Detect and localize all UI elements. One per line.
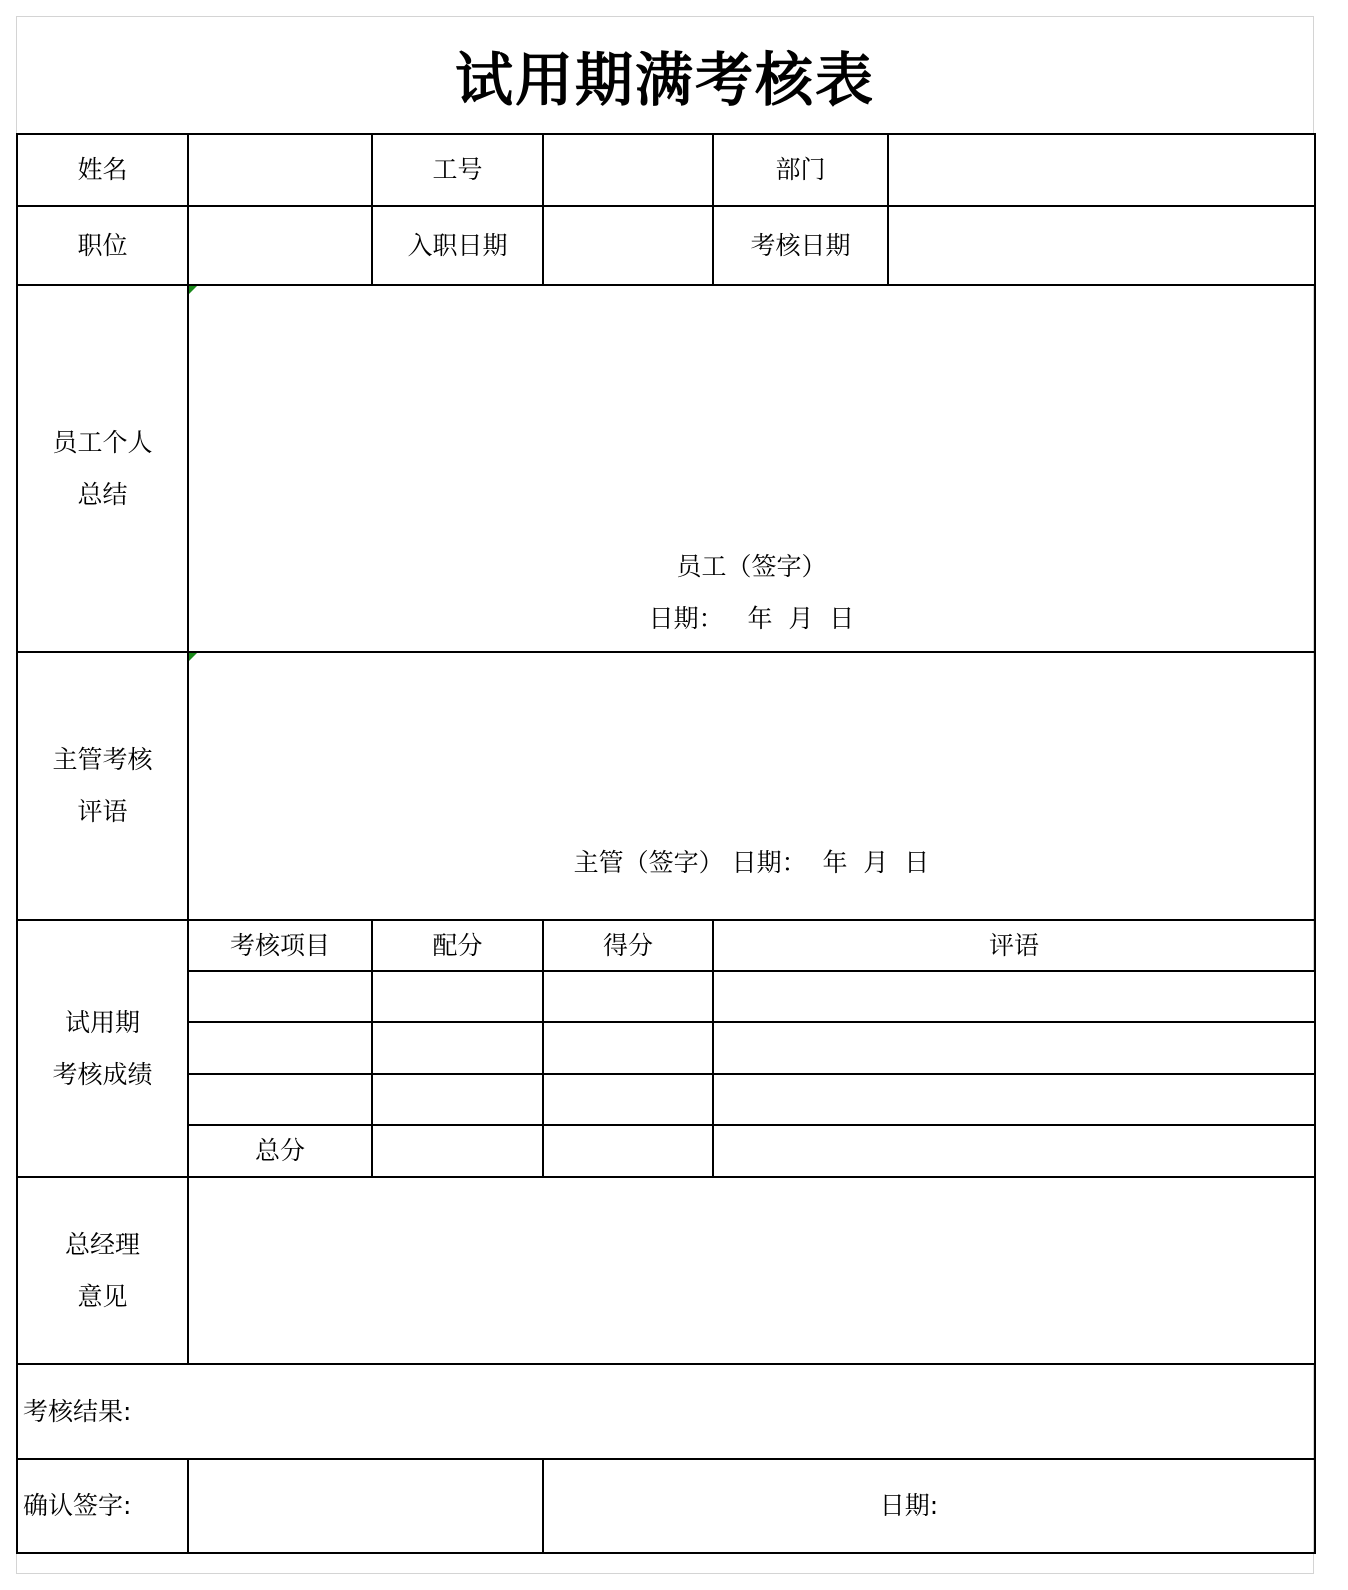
employee-summary-label (17, 285, 188, 652)
appraisal-form (16, 133, 1316, 1554)
supervisor-signature-block (189, 837, 1314, 889)
result-row (17, 1364, 1315, 1459)
score-total-comment-cell[interactable] (713, 1125, 1315, 1177)
probation-score-label-line2: 考核成绩 (52, 1059, 153, 1089)
position-field[interactable] (188, 206, 372, 285)
department-field[interactable] (888, 134, 1315, 206)
confirm-sign-field[interactable] (188, 1459, 543, 1553)
score-total-label: 总分 (188, 1125, 372, 1177)
supervisor-comment-label (17, 652, 188, 920)
supervisor-comment-label-line2: 评语 (77, 797, 128, 826)
supervisor-row (17, 652, 1315, 920)
supervisor-sign-label: 主管（签字） 日期： 年 月 日 (573, 848, 930, 877)
page-title: 试用期满考核表 (454, 46, 875, 114)
score-comment-cell[interactable] (713, 1074, 1315, 1125)
name-field[interactable] (188, 134, 372, 206)
gm-opinion-label-line1: 总经理 (64, 1229, 140, 1259)
employee-summary-field[interactable] (188, 285, 1315, 652)
cell-comment-marker (189, 286, 197, 294)
employee-summary-label-line1: 员工个人 (52, 427, 153, 457)
gm-opinion-field[interactable] (188, 1177, 1315, 1364)
score-weight-cell[interactable] (372, 1022, 543, 1074)
gm-row (17, 1177, 1315, 1364)
join-date-label: 入职日期 (372, 206, 543, 285)
score-header-comment: 评语 (713, 920, 1315, 971)
score-total-weight-cell[interactable] (372, 1125, 543, 1177)
score-score-cell[interactable] (543, 1022, 713, 1074)
supervisor-comment-field[interactable] (188, 652, 1315, 920)
score-comment-cell[interactable] (713, 971, 1315, 1022)
score-weight-cell[interactable] (372, 971, 543, 1022)
name-label: 姓名 (17, 134, 188, 206)
score-item-cell[interactable] (188, 1022, 372, 1074)
info-row-2 (17, 206, 1315, 285)
score-row (17, 971, 1315, 1022)
review-result-label[interactable]: 考核结果: (17, 1364, 1315, 1459)
cell-comment-marker (189, 653, 197, 661)
employee-date-label: 日期： 年 月 日 (648, 604, 855, 633)
confirm-row (17, 1459, 1315, 1553)
score-item-cell[interactable] (188, 1074, 372, 1125)
info-row-1 (17, 134, 1315, 206)
score-header-weight: 配分 (372, 920, 543, 971)
review-date-field[interactable] (888, 206, 1315, 285)
gm-opinion-label (17, 1177, 188, 1364)
score-score-cell[interactable] (543, 1074, 713, 1125)
score-row (17, 1022, 1315, 1074)
score-header-score: 得分 (543, 920, 713, 971)
score-score-cell[interactable] (543, 971, 713, 1022)
employee-signature-block (189, 541, 1314, 645)
score-total-score-cell[interactable] (543, 1125, 713, 1177)
score-header-item: 考核项目 (188, 920, 372, 971)
gm-opinion-label-line2: 意见 (77, 1281, 128, 1311)
department-label: 部门 (713, 134, 888, 206)
supervisor-comment-label-line1: 主管考核 (52, 745, 153, 774)
summary-row (17, 285, 1315, 652)
score-weight-cell[interactable] (372, 1074, 543, 1125)
employee-summary-label-line2: 总结 (77, 479, 128, 509)
score-total-row (17, 1125, 1315, 1177)
position-label: 职位 (17, 206, 188, 285)
employee-sign-label: 员工（签字） (676, 552, 827, 581)
score-header-row (17, 920, 1315, 971)
probation-score-label-line1: 试用期 (64, 1007, 140, 1037)
employee-id-label: 工号 (372, 134, 543, 206)
confirm-sign-label: 确认签字: (17, 1459, 188, 1553)
confirm-date-field[interactable]: 日期: (543, 1459, 1315, 1553)
probation-score-label (17, 920, 188, 1177)
review-date-label: 考核日期 (713, 206, 888, 285)
score-item-cell[interactable] (188, 971, 372, 1022)
employee-id-field[interactable] (543, 134, 713, 206)
score-row (17, 1074, 1315, 1125)
join-date-field[interactable] (543, 206, 713, 285)
score-comment-cell[interactable] (713, 1022, 1315, 1074)
